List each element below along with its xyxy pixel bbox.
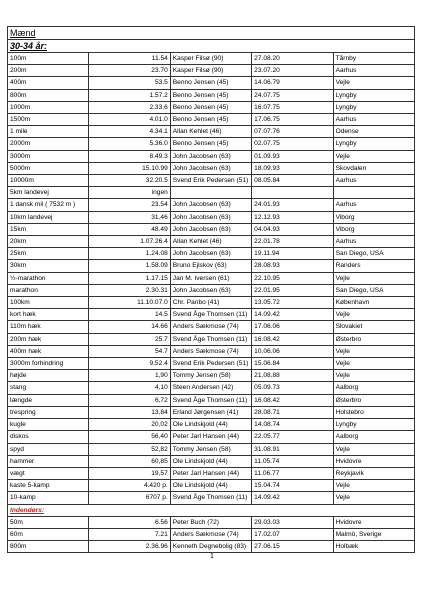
result-cell: 5.36.0	[89, 138, 170, 150]
record-row	[8, 150, 415, 162]
place-cell: Skovdalen	[333, 162, 414, 174]
date-cell: 27.08.20	[252, 53, 333, 65]
athlete-cell: Svend Åge Thomsen (11)	[170, 394, 251, 406]
date-cell: 14.08.74	[252, 419, 333, 431]
event-cell: hammer	[8, 455, 89, 467]
record-row	[8, 236, 415, 248]
date-cell: 07.07.76	[252, 126, 333, 138]
record-row	[8, 309, 415, 321]
record-row	[8, 443, 415, 455]
event-cell: højde	[8, 370, 89, 382]
event-cell: marathon	[8, 284, 89, 296]
event-cell: kaste 5-kamp	[8, 480, 89, 492]
athlete-cell: Tommy Jensen (58)	[170, 443, 251, 455]
result-cell: 53.5	[89, 77, 170, 89]
date-cell: 21.08.88	[252, 370, 333, 382]
result-cell: 48.49	[89, 223, 170, 235]
record-row	[8, 199, 415, 211]
place-cell: Hvidovre	[333, 516, 414, 528]
place-cell: Aarhus	[333, 175, 414, 187]
date-cell: 22.05.77	[252, 431, 333, 443]
place-cell: Slovakiet	[333, 321, 414, 333]
place-cell: Lyngby	[333, 89, 414, 101]
event-cell: 5000m	[8, 162, 89, 174]
event-cell: 30km	[8, 260, 89, 272]
place-cell: Reykjavik	[333, 467, 414, 479]
place-cell: København	[333, 297, 414, 309]
result-cell: 52,82	[89, 443, 170, 455]
result-cell: 8.49.3	[89, 150, 170, 162]
event-cell: 20km	[8, 236, 89, 248]
record-row	[8, 77, 415, 89]
athlete-cell: Steen Andersen (42)	[170, 382, 251, 394]
indoor-record-row	[8, 541, 415, 553]
date-cell: 18.09.93	[252, 162, 333, 174]
event-cell: 100km	[8, 297, 89, 309]
date-cell: 22.10.95	[252, 272, 333, 284]
date-cell: 10.06.06	[252, 345, 333, 357]
date-cell: 29.03.03	[252, 516, 333, 528]
place-cell: Randers	[333, 260, 414, 272]
result-cell: 23.70	[89, 65, 170, 77]
record-row	[8, 333, 415, 345]
place-cell: Vejle	[333, 345, 414, 357]
record-row	[8, 162, 415, 174]
athlete-cell	[170, 187, 251, 199]
result-cell: 4.420 p.	[89, 480, 170, 492]
result-cell: 60,85	[89, 455, 170, 467]
date-cell: 02.07.75	[252, 138, 333, 150]
records-body	[8, 27, 415, 553]
record-row	[8, 370, 415, 382]
event-cell: kort hæk	[8, 309, 89, 321]
result-cell: 19,57	[89, 467, 170, 479]
date-cell: 04.04.93	[252, 223, 333, 235]
records-table	[7, 26, 415, 553]
athlete-cell: Benno Jensen (45)	[170, 101, 251, 113]
record-row	[8, 467, 415, 479]
event-cell: 10000m	[8, 175, 89, 187]
athlete-cell: Ole Lindskjold (44)	[170, 419, 251, 431]
result-cell: 2.33.6	[89, 101, 170, 113]
place-cell	[333, 187, 414, 199]
event-cell: kugle	[8, 419, 89, 431]
date-cell: 11.05.74	[252, 455, 333, 467]
event-cell: 15km	[8, 223, 89, 235]
result-cell: 20,02	[89, 419, 170, 431]
date-cell: 19.11.94	[252, 248, 333, 260]
event-cell: 200m	[8, 65, 89, 77]
date-cell: 23.07.20	[252, 65, 333, 77]
date-cell: 05.09.73	[252, 382, 333, 394]
place-cell: Vejle	[333, 309, 414, 321]
athlete-cell: Svend Erik Pedersen (51)	[170, 175, 251, 187]
record-row	[8, 175, 415, 187]
result-cell: 6707 p.	[89, 492, 170, 504]
page-title: Mænd	[8, 27, 415, 40]
event-cell: længde	[8, 394, 89, 406]
date-cell	[252, 187, 333, 199]
record-row	[8, 248, 415, 260]
date-cell: 17.06.75	[252, 114, 333, 126]
record-row	[8, 492, 415, 504]
record-row	[8, 406, 415, 418]
athlete-cell: Benno Jensen (45)	[170, 89, 251, 101]
indoor-section-heading: Indendørs:	[8, 504, 415, 516]
place-cell: Vejle	[333, 370, 414, 382]
record-row	[8, 394, 415, 406]
athlete-cell: John Jacobsen (63)	[170, 211, 251, 223]
event-cell: 3000m	[8, 150, 89, 162]
record-row	[8, 260, 415, 272]
result-cell: 1.07.26.4	[89, 236, 170, 248]
place-cell: Østerbro	[333, 394, 414, 406]
athlete-cell: Benno Jensen (45)	[170, 138, 251, 150]
place-cell: Lyngby	[333, 138, 414, 150]
athlete-cell: John Jacobsen (63)	[170, 248, 251, 260]
athlete-cell: Peter Buch (72)	[170, 516, 251, 528]
record-row	[8, 284, 415, 296]
record-row	[8, 187, 415, 199]
place-cell: Vejle	[333, 272, 414, 284]
result-cell: 14.5	[89, 309, 170, 321]
result-cell: 13,84	[89, 406, 170, 418]
record-row	[8, 321, 415, 333]
date-cell: 14.09.42	[252, 309, 333, 321]
date-cell: 22.01.78	[252, 236, 333, 248]
place-cell: San Diego, USA	[333, 248, 414, 260]
record-row	[8, 101, 415, 113]
record-row	[8, 223, 415, 235]
indoor-section-row	[8, 504, 415, 516]
result-cell: 23.54	[89, 199, 170, 211]
date-cell: 31.08.91	[252, 443, 333, 455]
record-row	[8, 455, 415, 467]
date-cell: 13.05.72	[252, 297, 333, 309]
place-cell: Aalborg	[333, 382, 414, 394]
athlete-cell: Anders Sækmose (74)	[170, 345, 251, 357]
athlete-cell: Kasper Filsø (90)	[170, 53, 251, 65]
event-cell: vægt	[8, 467, 89, 479]
athlete-cell: Jan M. Iversen (61)	[170, 272, 251, 284]
result-cell: 31.46	[89, 211, 170, 223]
athlete-cell: Svend Åge Thomsen (11)	[170, 333, 251, 345]
result-cell: 54.7	[89, 345, 170, 357]
athlete-cell: Svend Erik Pedersen (51)	[170, 358, 251, 370]
place-cell: Malmö, Sverige	[333, 528, 414, 540]
result-cell: 25.7	[89, 333, 170, 345]
athlete-cell: Erland Jørgensen (41)	[170, 406, 251, 418]
athlete-cell: John Jacobsen (63)	[170, 150, 251, 162]
athlete-cell: Svend Åge Thomsen (11)	[170, 492, 251, 504]
date-cell: 12.12.93	[252, 211, 333, 223]
result-cell: 1,90	[89, 370, 170, 382]
event-cell: spyd	[8, 443, 89, 455]
title-row	[8, 27, 415, 40]
result-cell: 2.30.31	[89, 284, 170, 296]
athlete-cell: John Jacobsen (63)	[170, 162, 251, 174]
athlete-cell: Anders Sækmose (74)	[170, 321, 251, 333]
event-cell: 50m	[8, 516, 89, 528]
athlete-cell: John Jacobsen (63)	[170, 223, 251, 235]
date-cell: 17.06.06	[252, 321, 333, 333]
date-cell: 14.06.79	[252, 77, 333, 89]
result-cell: 7.21	[89, 528, 170, 540]
athlete-cell: Svend Åge Thomsen (11)	[170, 309, 251, 321]
place-cell: Vejle	[333, 358, 414, 370]
result-cell: 6,72	[89, 394, 170, 406]
record-row	[8, 345, 415, 357]
result-cell: 56,40	[89, 431, 170, 443]
record-row	[8, 114, 415, 126]
event-cell: 1 dansk mil ( 7532 m )	[8, 199, 89, 211]
athlete-cell: Anders Sækmose (74)	[170, 528, 251, 540]
result-cell: 9.52.4	[89, 358, 170, 370]
athlete-cell: Peter Jarl Hansen (44)	[170, 467, 251, 479]
result-cell: 1.17.15	[89, 272, 170, 284]
place-cell: Vejle	[333, 443, 414, 455]
record-row	[8, 431, 415, 443]
date-cell: 22.01.95	[252, 284, 333, 296]
event-cell: 800m	[8, 89, 89, 101]
event-cell: stang	[8, 382, 89, 394]
event-cell: 800m	[8, 541, 89, 553]
athlete-cell: Benno Jensen (45)	[170, 114, 251, 126]
athlete-cell: Kenneth Degnebolig (83)	[170, 541, 251, 553]
date-cell: 28.08.71	[252, 406, 333, 418]
place-cell: Vejle	[333, 492, 414, 504]
record-row	[8, 419, 415, 431]
record-row	[8, 382, 415, 394]
date-cell: 08.05.84	[252, 175, 333, 187]
record-row	[8, 53, 415, 65]
athlete-cell: Tommy Jensen (58)	[170, 370, 251, 382]
result-cell: 4.34.1	[89, 126, 170, 138]
record-row	[8, 211, 415, 223]
place-cell: Aarhus	[333, 199, 414, 211]
event-cell: 400m hæk	[8, 345, 89, 357]
result-cell: 15.10.99	[89, 162, 170, 174]
date-cell: 17.02.07	[252, 528, 333, 540]
record-row	[8, 89, 415, 101]
event-cell: 10-kamp	[8, 492, 89, 504]
result-cell: ingen	[89, 187, 170, 199]
athlete-cell: Peter Jarl Hansen (44)	[170, 431, 251, 443]
athlete-cell: Ole Lindskjold (44)	[170, 480, 251, 492]
athlete-cell: Allan Kehlet (46)	[170, 236, 251, 248]
event-cell: 3000m forhindring	[8, 358, 89, 370]
place-cell: Viborg	[333, 211, 414, 223]
result-cell: 1.57.2	[89, 89, 170, 101]
event-cell: 400m	[8, 77, 89, 89]
athlete-cell: John Jacobsen (63)	[170, 284, 251, 296]
date-cell: 27.06.15	[252, 541, 333, 553]
record-row	[8, 358, 415, 370]
record-row	[8, 138, 415, 150]
place-cell: Vejle	[333, 480, 414, 492]
age-group-heading: 30-34 år:	[8, 40, 415, 53]
place-cell: Lyngby	[333, 419, 414, 431]
place-cell: Tårnby	[333, 53, 414, 65]
athlete-cell: John Jacobsen (63)	[170, 199, 251, 211]
record-row	[8, 480, 415, 492]
event-cell: diskos	[8, 431, 89, 443]
athlete-cell: Ole Lindskjold (44)	[170, 455, 251, 467]
place-cell: Aarhus	[333, 65, 414, 77]
event-cell: 1 mile	[8, 126, 89, 138]
indoor-record-row	[8, 528, 415, 540]
date-cell: 15.04.74	[252, 480, 333, 492]
place-cell: Holbæk	[333, 541, 414, 553]
result-cell: 14.66	[89, 321, 170, 333]
date-cell: 24.07.75	[252, 89, 333, 101]
date-cell: 24.01.93	[252, 199, 333, 211]
indoor-record-row	[8, 516, 415, 528]
result-cell: 1.58.09	[89, 260, 170, 272]
event-cell: 5km landevej	[8, 187, 89, 199]
place-cell: Hvidovre	[333, 455, 414, 467]
place-cell: Aarhus	[333, 114, 414, 126]
place-cell: San Diego, USA	[333, 284, 414, 296]
record-row	[8, 297, 415, 309]
athlete-cell: Chr. Panbo (41)	[170, 297, 251, 309]
result-cell: 11.54	[89, 53, 170, 65]
event-cell: 1500m	[8, 114, 89, 126]
event-cell: 100m	[8, 53, 89, 65]
place-cell: Aarhus	[333, 236, 414, 248]
subtitle-row	[8, 40, 415, 53]
place-cell: Lyngby	[333, 101, 414, 113]
athlete-cell: Bruno Ejlskov (63)	[170, 260, 251, 272]
record-row	[8, 126, 415, 138]
result-cell: 11.10.07.0	[89, 297, 170, 309]
place-cell: Odense	[333, 126, 414, 138]
athlete-cell: Kasper Filsø (90)	[170, 65, 251, 77]
place-cell: Aalborg	[333, 431, 414, 443]
event-cell: 10km landevej	[8, 211, 89, 223]
date-cell: 16.07.75	[252, 101, 333, 113]
result-cell: 4,10	[89, 382, 170, 394]
event-cell: 1000m	[8, 101, 89, 113]
place-cell: Vejle	[333, 150, 414, 162]
page-number: 1	[210, 553, 214, 560]
place-cell: Viborg	[333, 223, 414, 235]
date-cell: 11.06.77	[252, 467, 333, 479]
record-row	[8, 65, 415, 77]
event-cell: 60m	[8, 528, 89, 540]
date-cell: 01.09.93	[252, 150, 333, 162]
record-row	[8, 272, 415, 284]
athlete-cell: Allan Kehlet (46)	[170, 126, 251, 138]
date-cell: 14.09.42	[252, 492, 333, 504]
event-cell: 25km	[8, 248, 89, 260]
date-cell: 28.08.93	[252, 260, 333, 272]
event-cell: trespring	[8, 406, 89, 418]
result-cell: 4.01.0	[89, 114, 170, 126]
place-cell: Holstebro	[333, 406, 414, 418]
result-cell: 1.24.08	[89, 248, 170, 260]
place-cell: Vejle	[333, 77, 414, 89]
event-cell: ½-marathon	[8, 272, 89, 284]
athlete-cell: Benno Jensen (45)	[170, 77, 251, 89]
result-cell: 2.36.96	[89, 541, 170, 553]
date-cell: 16.08.42	[252, 333, 333, 345]
event-cell: 200m hæk	[8, 333, 89, 345]
place-cell: Østerbro	[333, 333, 414, 345]
result-cell: 32.20.5	[89, 175, 170, 187]
result-cell: 6.56	[89, 516, 170, 528]
date-cell: 16.08.42	[252, 394, 333, 406]
event-cell: 110m hæk	[8, 321, 89, 333]
date-cell: 15.06.84	[252, 358, 333, 370]
event-cell: 2000m	[8, 138, 89, 150]
